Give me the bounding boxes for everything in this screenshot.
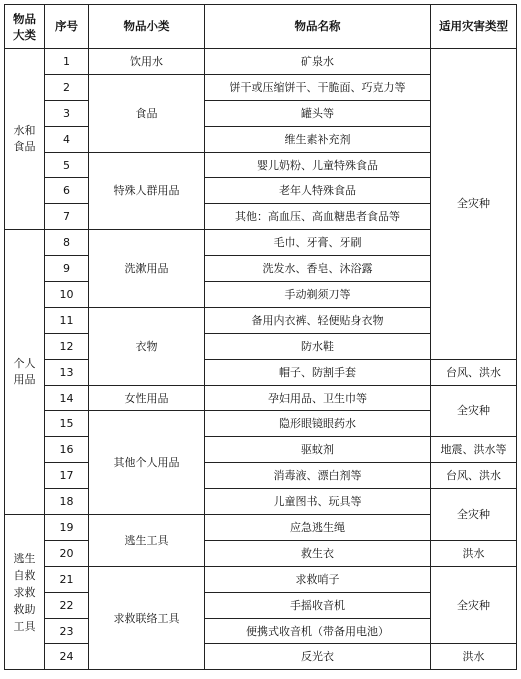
item-name: 帽子、防割手套 xyxy=(205,359,431,385)
table-row xyxy=(5,489,517,515)
item-name: 救生衣 xyxy=(205,540,431,566)
row-no: 3 xyxy=(45,100,89,126)
subcategory-escape-tools: 逃生工具 xyxy=(89,515,205,567)
item-name: 毛巾、牙膏、牙刷 xyxy=(205,230,431,256)
disaster-r24: 洪水 xyxy=(431,644,517,670)
row-no: 22 xyxy=(45,592,89,618)
subcategory-contact-tools: 求救联络工具 xyxy=(89,566,205,670)
row-no: 2 xyxy=(45,74,89,100)
disaster-r13: 台风、洪水 xyxy=(431,359,517,385)
item-name: 应急逃生绳 xyxy=(205,515,431,541)
row-no: 18 xyxy=(45,489,89,515)
item-name: 维生素补充剂 xyxy=(205,126,431,152)
item-name: 求救哨子 xyxy=(205,566,431,592)
item-name: 防水鞋 xyxy=(205,333,431,359)
item-name: 孕妇用品、卫生巾等 xyxy=(205,385,431,411)
disaster-r16: 地震、洪水等 xyxy=(431,437,517,463)
table-row xyxy=(5,49,517,75)
subcategory-other-personal: 其他个人用品 xyxy=(89,411,205,515)
row-no: 10 xyxy=(45,282,89,308)
header-subcategory: 物品小类 xyxy=(89,5,205,49)
row-no: 8 xyxy=(45,230,89,256)
row-no: 11 xyxy=(45,307,89,333)
item-name: 罐头等 xyxy=(205,100,431,126)
item-name: 手摇收音机 xyxy=(205,592,431,618)
row-no: 19 xyxy=(45,515,89,541)
table-row xyxy=(5,437,517,463)
item-name: 手动剃须刀等 xyxy=(205,282,431,308)
item-name: 儿童图书、玩具等 xyxy=(205,489,431,515)
table-row xyxy=(5,385,517,411)
row-no: 7 xyxy=(45,204,89,230)
row-no: 20 xyxy=(45,540,89,566)
item-name: 消毒液、漂白剂等 xyxy=(205,463,431,489)
item-name: 其他：高血压、高血糖患者食品等 xyxy=(205,204,431,230)
row-no: 13 xyxy=(45,359,89,385)
group-water-food: 水和食品 xyxy=(5,49,45,230)
item-name: 矿泉水 xyxy=(205,49,431,75)
table-row xyxy=(5,359,517,385)
table-row xyxy=(5,540,517,566)
subcategory-clothing: 衣物 xyxy=(89,307,205,385)
row-no: 14 xyxy=(45,385,89,411)
header-no: 序号 xyxy=(45,5,89,49)
subcategory-female: 女性用品 xyxy=(89,385,205,411)
item-name: 婴儿奶粉、儿童特殊食品 xyxy=(205,152,431,178)
subcategory-food: 食品 xyxy=(89,74,205,152)
row-no: 5 xyxy=(45,152,89,178)
row-no: 1 xyxy=(45,49,89,75)
row-no: 16 xyxy=(45,437,89,463)
header-disaster: 适用灾害类型 xyxy=(431,5,517,49)
subcategory-special-groups: 特殊人群用品 xyxy=(89,152,205,230)
item-name: 反光衣 xyxy=(205,644,431,670)
row-no: 23 xyxy=(45,618,89,644)
disaster-r21-23: 全灾种 xyxy=(431,566,517,644)
table-header-row xyxy=(5,5,517,49)
row-no: 17 xyxy=(45,463,89,489)
item-name: 驱蚊剂 xyxy=(205,437,431,463)
item-name: 备用内衣裤、轻便贴身衣物 xyxy=(205,307,431,333)
disaster-r20: 洪水 xyxy=(431,540,517,566)
table-row xyxy=(5,463,517,489)
subcategory-washing: 洗漱用品 xyxy=(89,230,205,308)
item-name: 便携式收音机（带备用电池） xyxy=(205,618,431,644)
emergency-supplies-table xyxy=(4,4,517,670)
row-no: 4 xyxy=(45,126,89,152)
header-category: 物品大类 xyxy=(5,5,45,49)
item-name: 洗发水、香皂、沐浴露 xyxy=(205,256,431,282)
header-name: 物品名称 xyxy=(205,5,431,49)
disaster-all-1-12: 全灾种 xyxy=(431,49,517,360)
row-no: 21 xyxy=(45,566,89,592)
row-no: 6 xyxy=(45,178,89,204)
group-rescue: 逃生自救求救救助工具 xyxy=(5,515,45,670)
disaster-r17: 台风、洪水 xyxy=(431,463,517,489)
row-no: 12 xyxy=(45,333,89,359)
disaster-r14-15: 全灾种 xyxy=(431,385,517,437)
row-no: 24 xyxy=(45,644,89,670)
table-row xyxy=(5,644,517,670)
row-no: 9 xyxy=(45,256,89,282)
row-no: 15 xyxy=(45,411,89,437)
item-name: 隐形眼镜眼药水 xyxy=(205,411,431,437)
table-row xyxy=(5,566,517,592)
item-name: 老年人特殊食品 xyxy=(205,178,431,204)
disaster-r18-19: 全灾种 xyxy=(431,489,517,541)
group-personal: 个人用品 xyxy=(5,230,45,515)
item-name: 饼干或压缩饼干、干脆面、巧克力等 xyxy=(205,74,431,100)
subcategory-drinking-water: 饮用水 xyxy=(89,49,205,75)
